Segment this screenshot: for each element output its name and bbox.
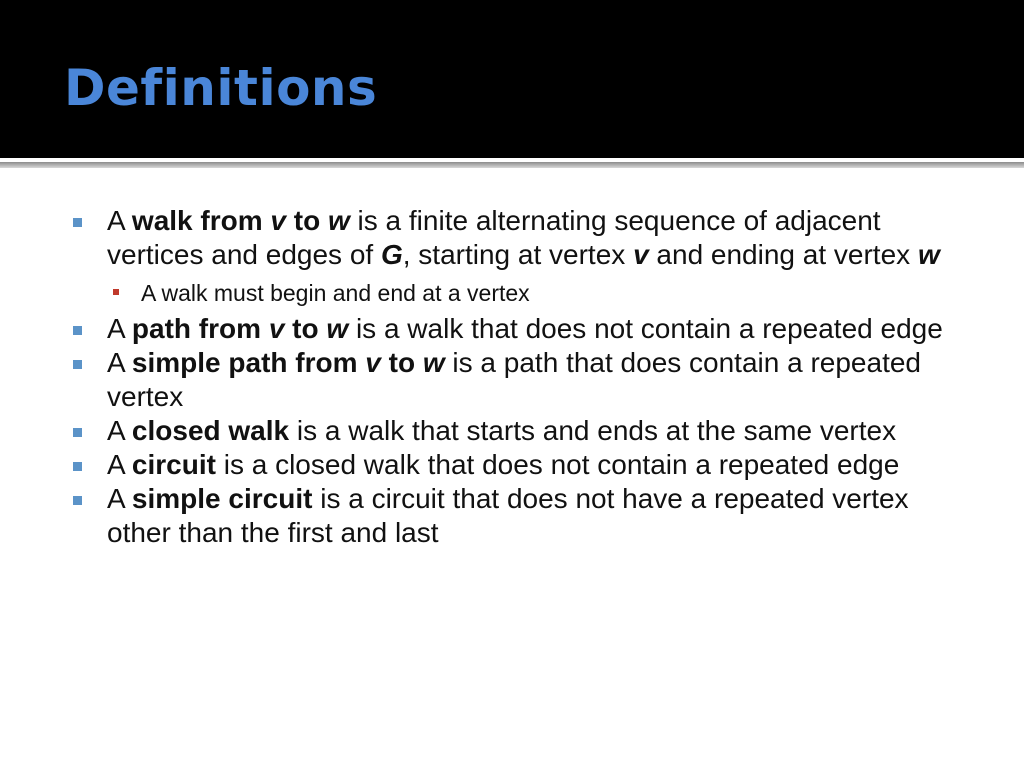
text: A bbox=[107, 205, 132, 236]
sub-item bbox=[107, 278, 970, 308]
term: to bbox=[285, 205, 328, 236]
term: path from bbox=[131, 313, 269, 344]
text: is a path that does contain a repeated vertex bbox=[107, 347, 921, 412]
text: is a walk that does not contain a repeated edge bbox=[348, 313, 943, 344]
variable: v bbox=[270, 205, 286, 236]
variable: G bbox=[380, 239, 403, 270]
term: walk from bbox=[131, 205, 271, 236]
definition-path bbox=[70, 312, 970, 346]
term: to bbox=[284, 313, 327, 344]
square-bullet-icon bbox=[73, 428, 82, 437]
square-bullet-icon bbox=[73, 496, 82, 505]
variable: w bbox=[917, 239, 940, 270]
definition-circuit bbox=[70, 448, 970, 482]
text: is a walk that starts and ends at the same vertex bbox=[289, 415, 897, 446]
text: A bbox=[107, 313, 132, 344]
text: is a finite alternating sequence of adjacent vertices and edges of bbox=[107, 205, 881, 270]
definition-walk bbox=[70, 204, 970, 308]
text: is a closed walk that does not contain a repeated edge bbox=[215, 449, 900, 480]
text: A bbox=[107, 415, 132, 446]
text: is a circuit that does not have a repeated vertex other than the first and last bbox=[107, 483, 909, 548]
term: simple circuit bbox=[131, 483, 313, 514]
definition-simple-circuit bbox=[70, 482, 970, 550]
variable: w bbox=[327, 205, 350, 236]
slide-body bbox=[70, 204, 970, 550]
text: A bbox=[107, 449, 132, 480]
square-bullet-icon bbox=[73, 462, 82, 471]
sub-list bbox=[107, 278, 970, 308]
header-divider bbox=[0, 162, 1024, 168]
variable: v bbox=[268, 313, 285, 344]
variable: w bbox=[326, 313, 349, 344]
variable: w bbox=[422, 347, 445, 378]
text: , starting at vertex bbox=[402, 239, 634, 270]
text: A bbox=[107, 483, 132, 514]
term: circuit bbox=[131, 449, 216, 480]
title-bar bbox=[0, 0, 1024, 158]
square-sub-bullet-icon bbox=[113, 289, 119, 295]
term: closed walk bbox=[131, 415, 290, 446]
variable: v bbox=[633, 239, 649, 270]
square-bullet-icon bbox=[73, 360, 82, 369]
square-bullet-icon bbox=[73, 326, 82, 335]
slide-title: Definitions bbox=[64, 59, 378, 117]
variable: v bbox=[365, 347, 381, 378]
text: and ending at vertex bbox=[648, 239, 918, 270]
sub-item-text: A walk must begin and end at a vertex bbox=[141, 280, 530, 306]
definition-list bbox=[70, 204, 970, 550]
square-bullet-icon bbox=[73, 218, 82, 227]
definition-closed-walk bbox=[70, 414, 970, 448]
term: simple path from bbox=[131, 347, 366, 378]
term: to bbox=[380, 347, 423, 378]
text: A bbox=[107, 347, 132, 378]
definition-simple-path bbox=[70, 346, 970, 414]
